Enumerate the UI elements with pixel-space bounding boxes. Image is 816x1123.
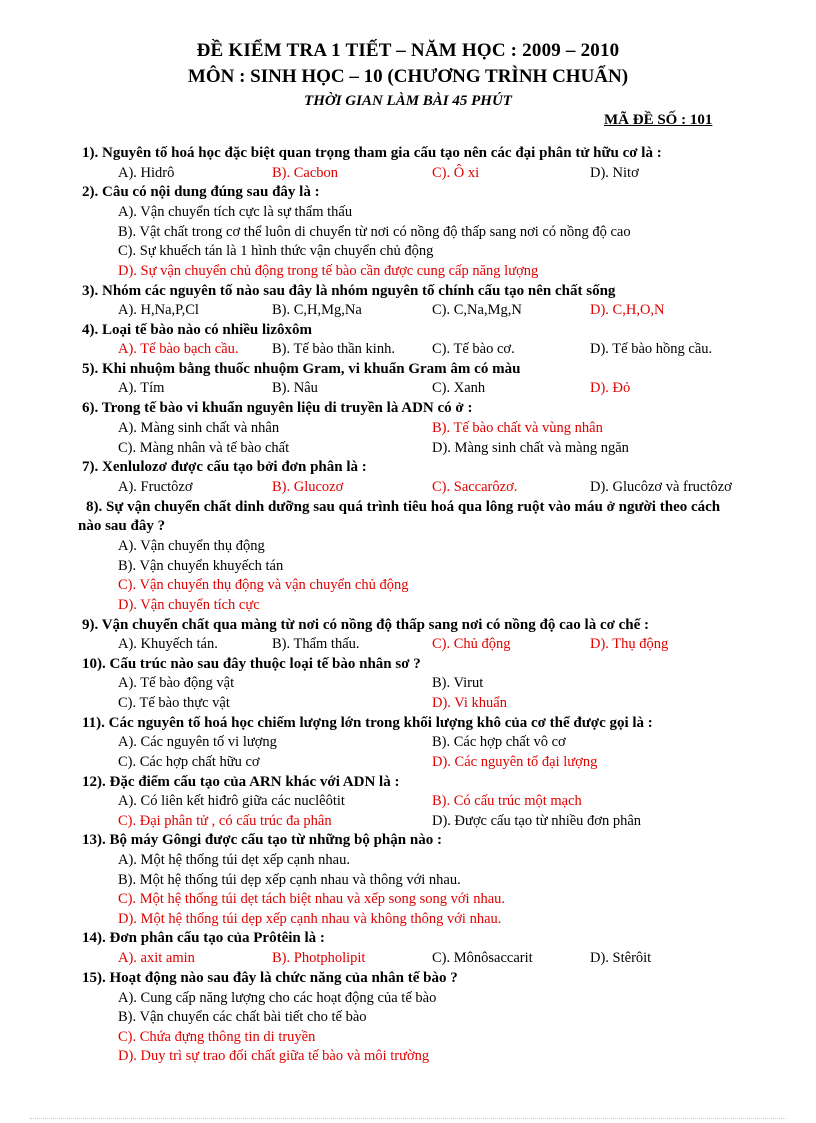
question-2: 2). Câu có nội dung đúng sau đây là : <box>82 184 320 200</box>
q3-option-d: D). C,H,O,N <box>590 302 665 318</box>
question-15: 15). Hoạt động nào sau đây là chức năng của nhân tế bào ? <box>82 970 458 986</box>
q15-option-c: C). Chứa đựng thông tin di truyền <box>118 1029 316 1045</box>
q13-option-b: B). Một hệ thống túi dẹp xếp cạnh nhau và thông với nhau. <box>118 872 461 888</box>
q12-option-c: C). Đại phân tử , có cấu trúc đa phân <box>118 813 332 829</box>
question-1: 1). Nguyên tố hoá học đặc biệt quan trọng tham gia cấu tạo nên các đại phân tử hữu cơ là : <box>82 145 662 161</box>
subject-title: MÔN : SINH HỌC – 10 (CHƯƠNG TRÌNH CHUẨN) <box>187 66 629 87</box>
q8-option-d: D). Vận chuyển tích cực <box>118 597 260 613</box>
q1-option-d: D). Nitơ <box>590 165 639 181</box>
q8-option-a: A). Vận chuyển thụ động <box>118 538 265 554</box>
q12-option-b: B). Có cấu trúc một mạch <box>432 793 582 809</box>
question-3: 3). Nhóm các nguyên tố nào sau đây là nhóm nguyên tố chính cấu tạo nên chất sống <box>82 283 616 299</box>
question-5: 5). Khi nhuộm bằng thuốc nhuộm Gram, vi khuẩn Gram âm có màu <box>82 361 521 377</box>
q8-option-b: B). Vận chuyển khuyếch tán <box>118 558 284 574</box>
q13-option-d: D). Một hệ thống túi dẹp xếp cạnh nhau và không thông với nhau. <box>118 911 502 927</box>
q4-option-d: D). Tế bào hồng cầu. <box>590 341 713 357</box>
q5-option-c: C). Xanh <box>432 380 486 396</box>
time-limit: THỜI GIAN LÀM BÀI 45 PHÚT <box>304 93 512 109</box>
q11-option-d: D). Các nguyên tố đại lượng <box>432 754 598 770</box>
q2-option-b: B). Vật chất trong cơ thể luôn di chuyển từ nơi có nồng độ thấp sang nơi có nồng độ cao <box>118 224 631 240</box>
question-8: 8). Sự vận chuyển chất dinh dưỡng sau quá trình tiêu hoá qua lông ruột vào máu ở người theo cách nào sau đây ? <box>78 499 721 534</box>
q6-option-b: B). Tế bào chất và vùng nhân <box>432 420 603 436</box>
question-11: 11). Các nguyên tố hoá học chiếm lượng lớn trong khối lượng khô của cơ thể được gọi là : <box>82 715 653 731</box>
exam-title: ĐỀ KIỂM TRA 1 TIẾT – NĂM HỌC : 2009 – 2010 <box>196 40 620 61</box>
q12-option-d: D). Được cấu tạo từ nhiều đơn phân <box>432 813 642 829</box>
q5-option-a: A). Tím <box>118 380 165 396</box>
q11-option-c: C). Các hợp chất hữu cơ <box>118 754 260 770</box>
q8-option-c: C). Vận chuyển thụ động và vận chuyển chủ động <box>118 577 409 593</box>
q1-option-c: C). Ô xi <box>432 165 480 181</box>
q10-option-b: B). Virut <box>432 675 484 691</box>
q11-option-a: A). Các nguyên tố vi lượng <box>118 734 277 750</box>
q6-option-a: A). Màng sinh chất và nhân <box>118 420 280 436</box>
q3-option-c: C). C,Na,Mg,N <box>432 302 522 318</box>
q6-option-d: D). Màng sinh chất và màng ngăn <box>432 440 629 456</box>
q13-option-a: A). Một hệ thống túi dẹt xếp cạnh nhau. <box>118 852 350 868</box>
q10-option-c: C). Tế bào thực vật <box>118 695 230 711</box>
q12-option-a: A). Có liên kết hiđrô giữa các nuclêôtit <box>118 793 345 809</box>
q3-option-b: B). C,H,Mg,Na <box>272 302 362 318</box>
q1-option-b: B). Cacbon <box>272 165 339 181</box>
q10-option-d: D). Vi khuẩn <box>432 695 507 711</box>
q7-option-d: D). Glucôzơ và fructôzơ <box>590 479 732 495</box>
q9-option-c: C). Chủ động <box>432 636 511 652</box>
q10-option-a: A). Tế bào động vật <box>118 675 235 691</box>
q5-option-d: D). Đỏ <box>590 380 631 396</box>
question-7: 7). Xenlulozơ được cấu tạo bởi đơn phân là : <box>82 459 367 475</box>
exam-code: MÃ ĐỀ SỐ : 101 <box>604 112 713 128</box>
page-bottom-divider <box>30 1118 786 1119</box>
question-9: 9). Vận chuyển chất qua màng từ nơi có nồng độ thấp sang nơi có nồng độ cao là cơ chế : <box>82 617 650 633</box>
q4-option-b: B). Tế bào thần kinh. <box>272 341 395 357</box>
question-13: 13). Bộ máy Gôngi được cấu tạo từ những bộ phận nào : <box>82 832 442 848</box>
q7-option-b: B). Glucozơ <box>272 479 344 495</box>
q5-option-b: B). Nâu <box>272 380 318 396</box>
q14-option-d: D). Stêrôit <box>590 950 652 966</box>
question-14: 14). Đơn phân cấu tạo của Prôtêin là : <box>82 930 325 946</box>
q15-option-d: D). Duy trì sự trao đổi chất giữa tế bào và môi trường <box>118 1048 430 1064</box>
question-6: 6). Trong tế bào vi khuẩn nguyên liệu di truyền là ADN có ở : <box>82 400 473 416</box>
q2-option-d: D). Sự vận chuyển chủ động trong tế bào cần được cung cấp năng lượng <box>118 263 539 279</box>
q2-option-a: A). Vận chuyển tích cực là sự thẩm thấu <box>118 204 353 220</box>
q14-option-b: B). Photpholipit <box>272 950 366 966</box>
q2-option-c: C). Sự khuếch tán là 1 hình thức vận chuyển chủ động <box>118 243 434 259</box>
q4-option-c: C). Tế bào cơ. <box>432 341 515 357</box>
q15-option-a: A). Cung cấp năng lượng cho các hoạt động của tế bào <box>118 990 437 1006</box>
q7-option-c: C). Saccarôzơ. <box>432 479 518 495</box>
q15-option-b: B). Vận chuyển các chất bài tiết cho tế bào <box>118 1009 367 1025</box>
q4-option-a: A). Tế bào bạch cầu. <box>118 341 239 357</box>
q14-option-a: A). axit amin <box>118 950 195 966</box>
question-10: 10). Cấu trúc nào sau đây thuộc loại tế bào nhân sơ ? <box>82 656 421 672</box>
q7-option-a: A). Fructôzơ <box>118 479 193 495</box>
q11-option-b: B). Các hợp chất vô cơ <box>432 734 566 750</box>
q9-option-b: B). Thẩm thấu. <box>272 636 360 652</box>
q1-option-a: A). Hidrô <box>118 165 175 181</box>
q9-option-a: A). Khuyếch tán. <box>118 636 218 652</box>
q6-option-c: C). Màng nhân và tế bào chất <box>118 440 290 456</box>
q3-option-a: A). H,Na,P,Cl <box>118 302 199 318</box>
q13-option-c: C). Một hệ thống túi dẹt tách biệt nhau và xếp song song với nhau. <box>118 891 506 907</box>
q9-option-d: D). Thụ động <box>590 636 669 652</box>
question-4: 4). Loại tế bào nào có nhiều lizôxôm <box>82 322 313 338</box>
question-12: 12). Đặc điểm cấu tạo của ARN khác với ADN là : <box>82 774 400 790</box>
q14-option-c: C). Mônôsaccarit <box>432 950 533 966</box>
